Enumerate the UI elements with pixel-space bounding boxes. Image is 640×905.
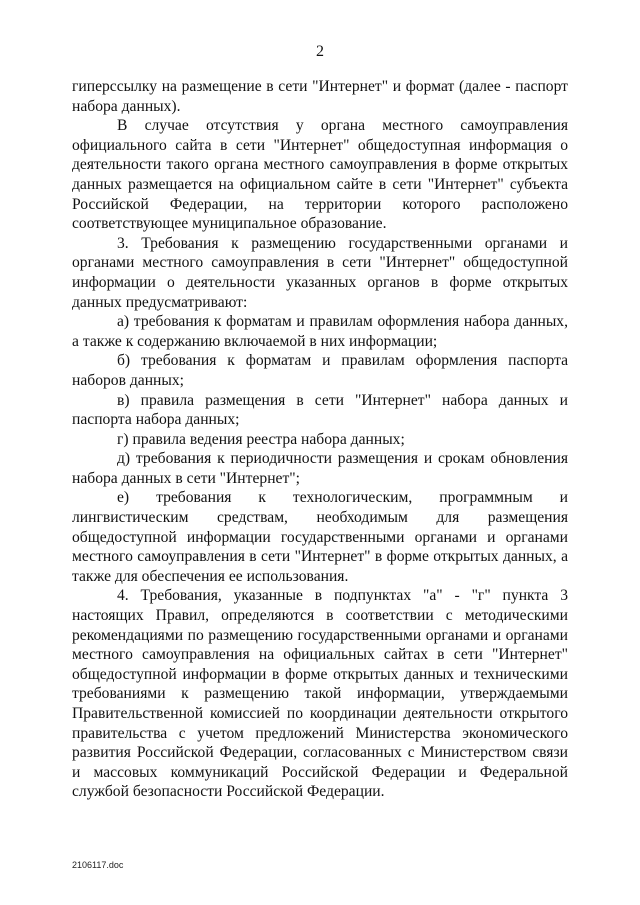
list-item-e: е) требования к технологическим, программным и лингвистическим средствам, необходимым для размещения общедоступной информации государственными органами и органами местного самоуправления в сети "Интернет" в форме открытых данных, а также для обеспечения ее использования. <box>72 489 568 585</box>
document-body <box>72 77 568 802</box>
list-item-a: а) требования к форматам и правилам оформления набора данных, а также к содержанию включаемой в них информации; <box>72 313 568 350</box>
paragraph-continuation: гиперссылку на размещение в сети "Интернет" и формат (далее - паспорт набора данных). <box>72 78 568 115</box>
paragraph-clause-4: 4. Требования, указанные в подпунктах "а" - "г" пункта 3 настоящих Правил, определяются в соответствии с методическими рекомендациями по размещению государственными органами и органами местного самоуправления на официальных сайтах в сети "Интернет" общедоступной информации в форме открытых данных и техническими требованиями к размещению такой информации, утверждаемыми Правительственной комиссией по координации деятельности открытого правительства с учетом предложений Министерства экономического развития Российской Федерации, согласованных с Министерством связи и массовых коммуникаций Российской Федерации и Федеральной службой безопасности Российской Федерации. <box>72 587 568 801</box>
footer-filename: 2106117.doc <box>72 860 124 870</box>
list-item-g: г) правила ведения реестра набора данных; <box>117 430 405 448</box>
paragraph-clause-3: 3. Требования к размещению государственными органами и органами местного самоуправления в сети "Интернет" общедоступной информации о деятельности указанных органов в форме открытых данных предусматривают: <box>72 234 568 311</box>
list-item-b: б) требования к форматам и правилам оформления паспорта наборов данных; <box>72 352 568 389</box>
list-item-d: д) требования к периодичности размещения и срокам обновления набора данных в сети "Интернет"; <box>72 450 568 487</box>
page-number: 2 <box>316 43 324 60</box>
paragraph-no-website: В случае отсутствия у органа местного самоуправления официального сайта в сети "Интернет" общедоступная информация о деятельности такого органа местного самоуправления в форме открытых данных размещается на официальном сайте в сети "Интернет" субъекта Российской Федерации, на территории которого расположено соответствующее муниципальное образование. <box>72 117 568 233</box>
list-item-v: в) правила размещения в сети "Интернет" набора данных и паспорта набора данных; <box>72 391 568 429</box>
